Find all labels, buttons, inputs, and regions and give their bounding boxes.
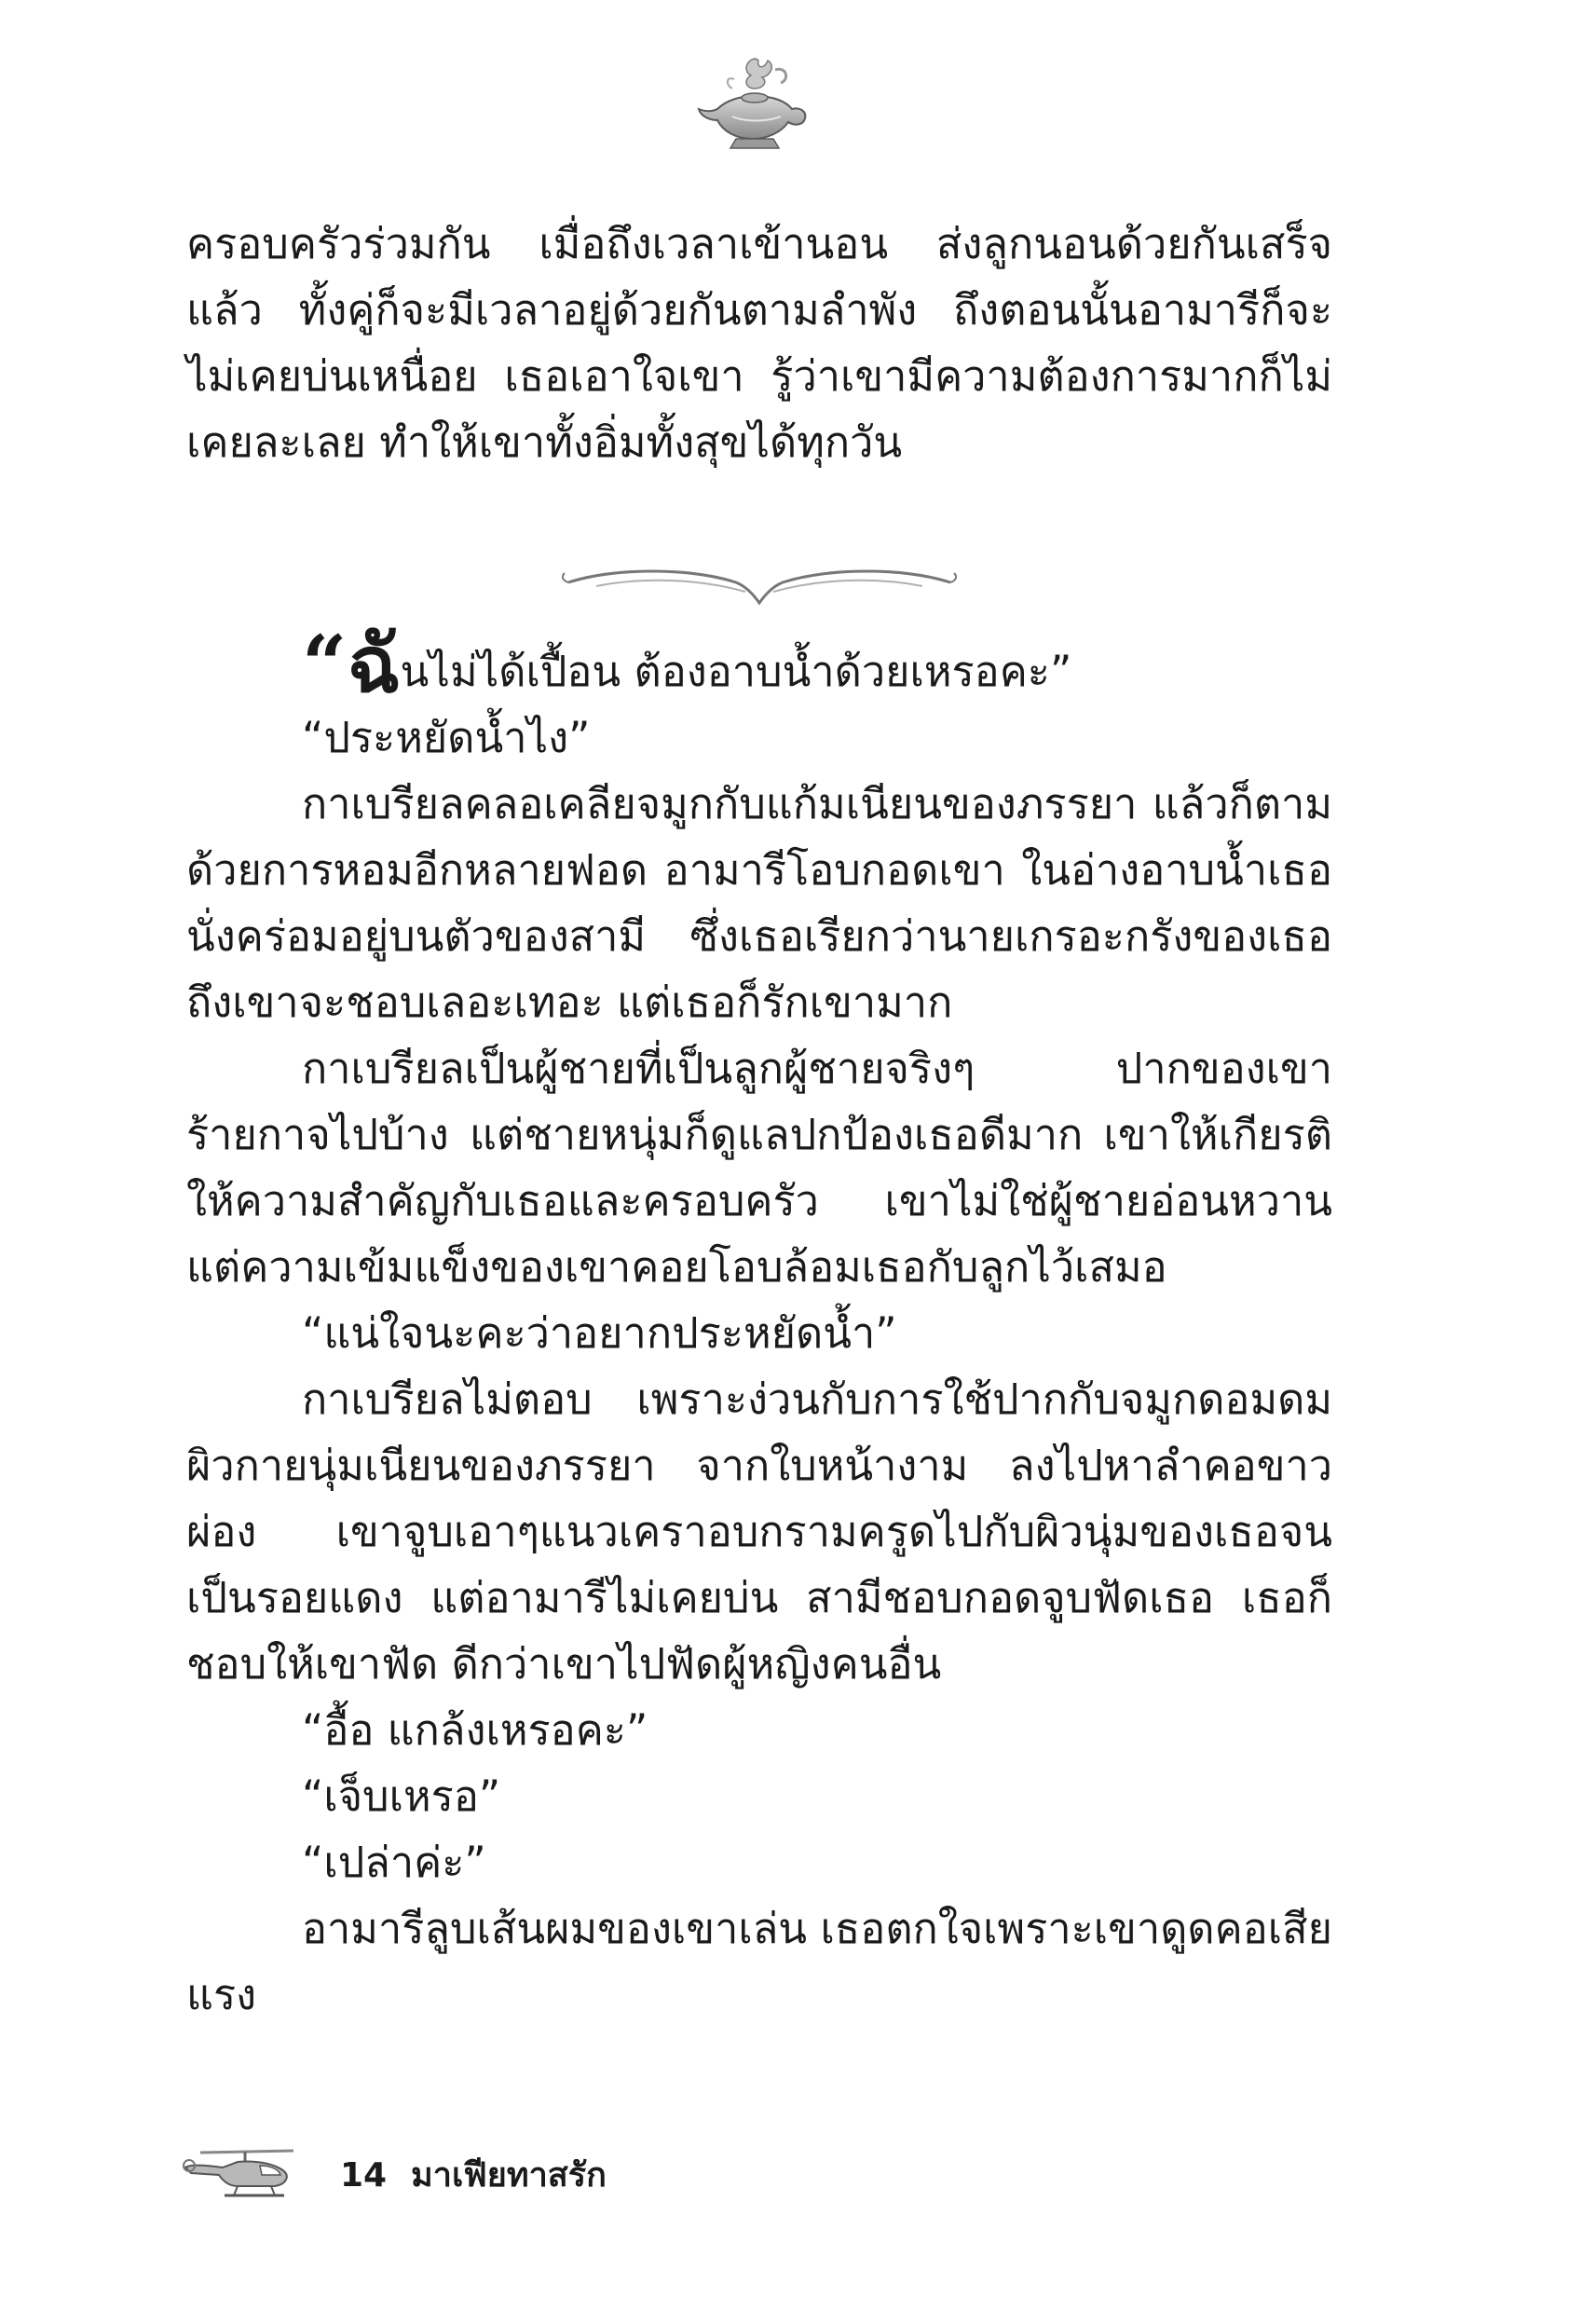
story-paragraph: “เปล่าค่ะ” — [302, 1838, 486, 1887]
story-paragraph: อามารีลูบเส้นผมของเขาเล่น เธอตกใจเพราะเขาดูดคอเสียแรง — [186, 1904, 1332, 2019]
story-paragraph: กาเบรียลเป็นผู้ชายที่เป็นลูกผู้ชายจริงๆ ปากของเขาร้ายกาจไปบ้าง แต่ชายหนุ่มก็ดูแลปกป้องเธอดีมาก เขาให้เกียรติ ให้ความสำคัญกับเธอและครอบครัว เขาไม่ใช่ผู้ชายอ่อนหวาน แต่ความเข้มแข็งของเขาคอยโอบล้อมเธอกับลูกไว้เสมอ — [186, 1044, 1332, 1292]
page-number: 14 — [340, 2156, 388, 2195]
genie-lamp-icon — [689, 51, 820, 163]
story-paragraph: “ประหยัดน้ำไง” — [302, 713, 591, 762]
story-paragraph: กาเบรียลคลอเคลียจมูกกับแก้มเนียนของภรรยา แล้วก็ตามด้วยการหอมอีกหลายฟอด อามารีโอบกอดเขา ในอ่างอาบน้ำเธอนั่งคร่อมอยู่บนตัวของสามี ซึ่งเธอเรียกว่านายเกรอะกรังของเธอ ถึงเขาจะชอบเลอะเทอะ แต่เธอก็รักเขามาก — [186, 779, 1332, 1027]
opening-line — [186, 618, 1332, 710]
opening-line-rest: นไม่ได้เปื้อน ต้องอาบน้ำด้วยเหรอคะ” — [400, 647, 1072, 696]
dropcap-letter: ฉั — [347, 619, 401, 710]
story-paragraph: กาเบรียลไม่ตอบ เพราะง่วนกับการใช้ปากกับจมูกดอมดมผิวกายนุ่มเนียนของภรรยา จากใบหน้างาม ลงไปหาลำคอขาวผ่อง เขาจูบเอาๆแนวเคราอบกรามครูดไปกับผิวนุ่มของเธอจนเป็นรอยแดง แต่อามารีไม่เคยบ่น สามีชอบกอดจูบฟัดเธอ เธอก็ชอบให้เขาฟัด ดีกว่าเขาไปฟัดผู้หญิงคนอื่น — [186, 1374, 1332, 1689]
intro-paragraph: ครอบครัวร่วมกัน เมื่อถึงเวลาเข้านอน ส่งลูกนอนด้วยกันเสร็จแล้ว ทั้งคู่ก็จะมีเวลาอยู่ด้วยกันตามลำพัง ถึงตอนนั้นอามารีก็จะไม่เคยบ่นเหนื่อย เธอเอาใจเขา รู้ว่าเขามีความต้องการมากก็ไม่เคยละเลย ทำให้เขาทั้งอิ่มทั้งสุขได้ทุกวัน — [186, 219, 1332, 467]
story-paragraph: “เจ็บเหรอ” — [302, 1771, 501, 1821]
flourish-divider-icon — [559, 554, 960, 610]
intro-text — [186, 211, 1332, 475]
story-text — [186, 618, 1332, 2028]
helicopter-icon — [182, 2143, 303, 2201]
story-paragraph: “อื้อ แกล้งเหรอคะ” — [302, 1705, 648, 1755]
book-title: มาเฟียทาสรัก — [411, 2156, 607, 2195]
story-paragraph: “แน่ใจนะคะว่าอยากประหยัดน้ำ” — [302, 1308, 897, 1358]
dropcap-quote: “ — [302, 618, 348, 710]
page-footer — [182, 2143, 1020, 2218]
